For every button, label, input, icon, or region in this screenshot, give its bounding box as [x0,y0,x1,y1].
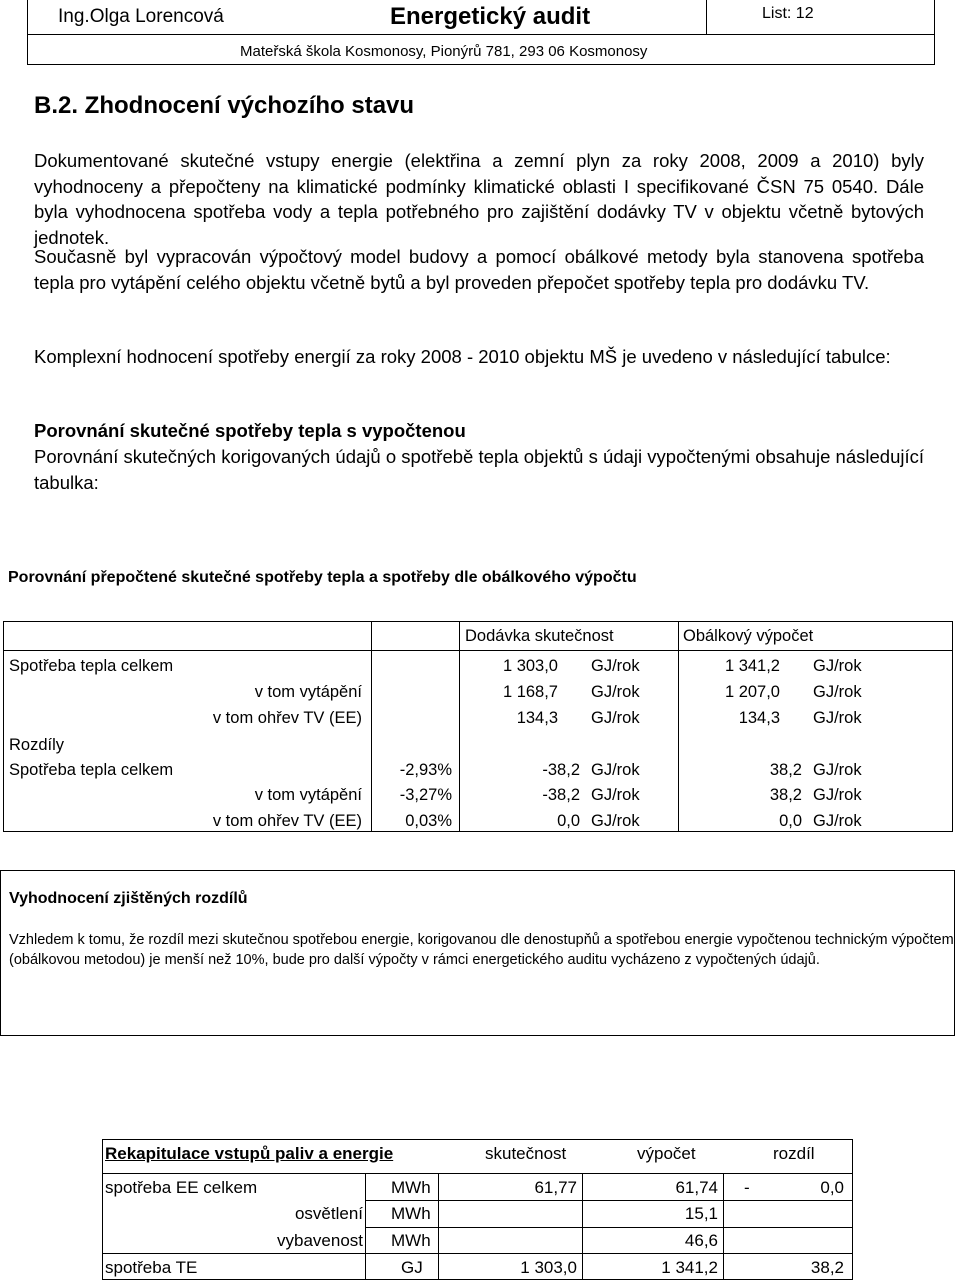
calc-value: 1 341,2 [724,657,780,675]
evaluation-text: Vzhledem k tomu, že rozdíl mezi skutečnou spotřebou energie, korigovanou dle denostupňů a spotřebou energie vypočtenou technickým výpočtem (obálkovou metodou) je menší než 10%, bude pro další výpočty v rámci energetického auditu vycházeno z vypočtených údajů. [9,932,954,968]
paragraph-model: Současně byl vypracován výpočtový model budovy a pomocí obálkové metody byla stanovena spotřeba tepla pro vytápění celého objektu včetně bytů a byl proveden přepočet spotřeby tepla pro dodávku TV. [34,246,924,293]
unit: GJ [401,1258,423,1277]
calc-unit: GJ/rok [813,709,862,727]
row-label: vybavenost [277,1231,363,1250]
col-divider [723,1173,724,1280]
col-divider [459,622,460,831]
row-divider [103,1253,852,1254]
row-label: osvětlení [294,1204,363,1223]
row-label: Spotřeba tepla celkem [9,761,174,779]
calc-value: 1 207,0 [724,683,780,701]
row-label: spotřeba TE [105,1258,198,1277]
calc-unit: GJ/rok [813,657,862,675]
document-subtitle: Mateřská škola Kosmonosy, Pionýrů 781, 293 06 Kosmonosy [240,43,648,60]
calc-value: 15,1 [684,1204,718,1223]
actual-unit: GJ/rok [591,761,640,779]
actual-unit: GJ/rok [591,709,640,727]
col-divider [582,1173,583,1280]
diff-percent: -3,27% [399,786,452,804]
evaluation-box [0,870,955,1036]
col-header-calc: výpočet [637,1144,696,1163]
row-divider [103,1173,852,1174]
unit: MWh [391,1231,431,1250]
evaluation-title: Vyhodnocení zjištěných rozdílů [9,890,248,907]
page-header [27,0,935,65]
calc-value: 0,0 [779,812,802,830]
calc-unit: GJ/rok [813,812,862,830]
recap-table [102,1139,853,1280]
calc-value: 38,2 [769,786,802,804]
calc-value: 61,74 [675,1178,718,1197]
col-header-actual: Dodávka skutečnost [465,627,614,645]
actual-value: -38,2 [542,761,580,779]
calc-value: 134,3 [738,709,780,727]
actual-value: 1 303,0 [502,657,558,675]
calc-value: 38,2 [769,761,802,779]
col-header-actual: skutečnost [485,1144,567,1163]
sheet-number: List: 12 [762,5,814,22]
diff-sign: - [744,1178,750,1197]
section-title: B.2. Zhodnocení výchozího stavu [34,92,415,119]
header-divider [28,34,706,35]
col-divider [678,622,679,831]
actual-value: -38,2 [542,786,580,804]
actual-unit: GJ/rok [591,812,640,830]
calc-value: 46,6 [684,1231,718,1250]
row-label: Spotřeba tepla celkem [9,657,174,675]
unit: MWh [391,1178,431,1197]
actual-value: 1 168,7 [502,683,558,701]
recap-title: Rekapitulace vstupů paliv a energie [105,1144,394,1163]
col-header-calc: Obálkový výpočet [683,627,814,645]
row-label: v tom ohřev TV (EE) [212,812,362,830]
unit: MWh [391,1204,431,1223]
paragraph-overview: Komplexní hodnocení spotřeby energií za roky 2008 - 2010 objektu MŠ je uvedeno v následující tabulce: [34,346,891,367]
col-header-diff: rozdíl [773,1144,815,1163]
paragraph-inputs: Dokumentované skutečné vstupy energie (elektřina a zemní plyn za roky 2008, 2009 a 2010) byly vyhodnoceny a přepočteny na klimatické podmínky klimatické oblasti I specifikované ČSN 75 0540. Dále byla vyhodnocena spotřeba vody a tepla potřebného pro zajištění dodávky TV v objektu včetně bytových jednotek. [34,150,924,248]
actual-unit: GJ/rok [591,657,640,675]
comparison-table [3,621,953,832]
calc-unit: GJ/rok [813,683,862,701]
row-label: spotřeba EE celkem [105,1178,258,1197]
actual-value: 0,0 [557,812,580,830]
actual-unit: GJ/rok [591,786,640,804]
col-divider [371,622,372,831]
comparison-table-title: Porovnání přepočtené skutečné spotřeby tepla a spotřeby dle obálkového výpočtu [8,569,637,586]
author-name: Ing.Olga Lorencová [58,6,224,27]
diff-value: 0,0 [820,1178,844,1197]
row-label: v tom vytápění [254,683,362,701]
col-divider [365,1173,366,1280]
row-divider [4,650,952,651]
calc-unit: GJ/rok [813,786,862,804]
actual-value: 1 303,0 [520,1258,577,1277]
diff-label: Rozdíly [9,736,65,754]
actual-value: 61,77 [534,1178,577,1197]
diff-percent: -2,93% [399,761,452,779]
calc-unit: GJ/rok [813,761,862,779]
actual-value: 134,3 [516,709,558,727]
calc-value: 1 341,2 [661,1258,718,1277]
paragraph-comparison: Porovnání skutečných korigovaných údajů o spotřebě tepla objektů s údaji vypočtenými obsahuje následující tabulka: [34,446,924,493]
col-divider [438,1173,439,1280]
actual-unit: GJ/rok [591,683,640,701]
diff-percent: 0,03% [405,812,452,830]
sheet-box [706,0,935,35]
row-label: v tom ohřev TV (EE) [212,709,362,727]
document-title: Energetický audit [390,3,591,30]
row-label: v tom vytápění [254,786,362,804]
comparison-heading: Porovnání skutečné spotřeby tepla s vypočtenou [34,420,466,441]
diff-value: 38,2 [810,1258,844,1277]
